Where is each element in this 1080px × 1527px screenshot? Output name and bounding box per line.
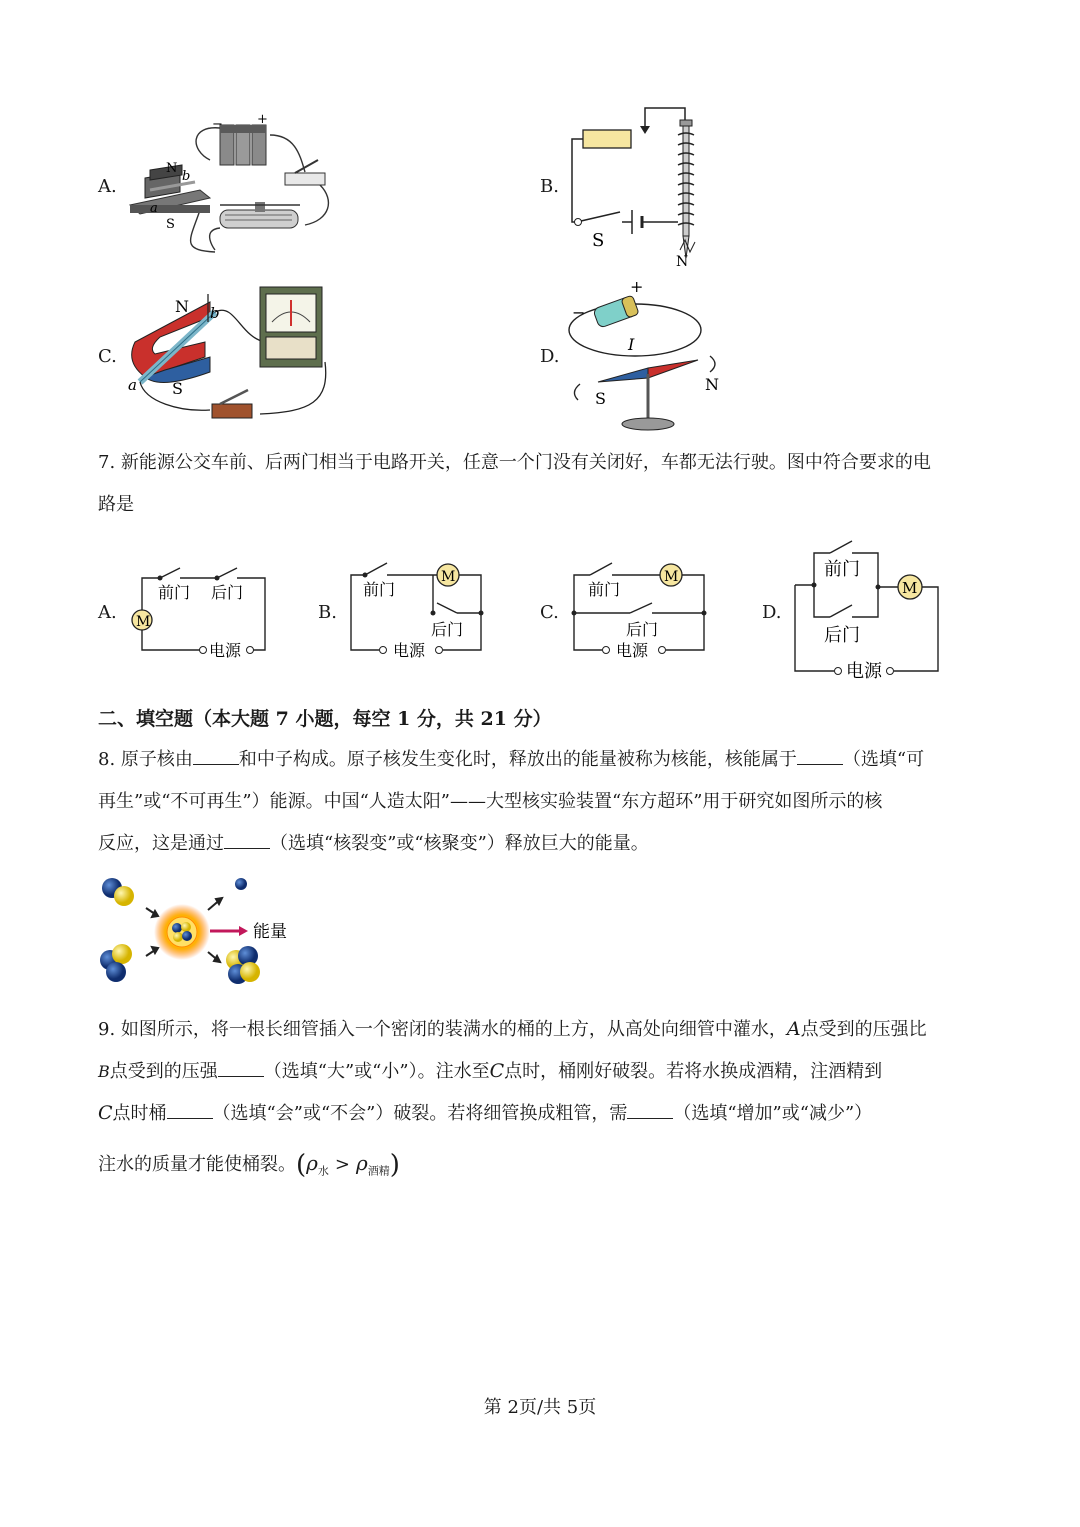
q7-option-d: D.: [762, 602, 782, 623]
q9-line-2: B点受到的压强 （选填“大”或“小”）。注水至C点时，桶刚好破裂。若将水换成酒精，注酒精到: [98, 1060, 883, 1082]
fig-d-n: N: [705, 375, 719, 394]
option-d-label: D.: [540, 346, 560, 367]
q7d-motor: M: [902, 579, 918, 597]
q7-circuit-c: [568, 555, 718, 665]
q7-line-2: 路是: [98, 494, 134, 515]
q7-option-a: A.: [98, 602, 117, 623]
fig-a-a: a: [150, 201, 158, 216]
fig-c-s: S: [172, 379, 183, 398]
fig-a-minus: −: [212, 117, 223, 132]
q7c-motor: M: [664, 569, 679, 585]
fig-b-n: N: [676, 254, 689, 270]
q7-circuit-b: [345, 555, 495, 665]
fig-d-i: I: [628, 335, 635, 354]
q7d-back: 后门: [824, 625, 860, 646]
fig-d-s: S: [595, 389, 606, 408]
q7a-front: 前门: [158, 583, 191, 602]
energy-label: 能量: [253, 922, 287, 942]
q7-circuit-a: [125, 560, 275, 665]
q7a-back: 后门: [211, 583, 244, 602]
q8-line-3: 反应，这是通过 （选填“核裂变”或“核聚变”）释放巨大的能量。: [98, 833, 649, 854]
q8-fusion-figure: [98, 870, 298, 1000]
q7b-power: 电源: [393, 641, 426, 660]
q7c-back: 后门: [626, 620, 659, 639]
fig-a-plus: +: [257, 112, 268, 127]
q6-figure-d: [560, 272, 740, 437]
q7c-front: 前门: [588, 580, 621, 599]
q8-blank-3[interactable]: [224, 834, 270, 849]
fig-a-n: N: [166, 161, 178, 176]
q9-blank-2[interactable]: [167, 1104, 213, 1119]
q7b-front: 前门: [363, 580, 396, 599]
section-title: 二、填空题（本大题 7 小题，每空 1 分，共 21 分）: [98, 708, 552, 730]
q9-line-4: 注水的质量才能使桶裂。$(\rho_水 > \rho_{酒精})$: [98, 1150, 400, 1180]
q8-line-2: 再生”或“不可再生”）能源。中国“人造太阳”——大型核实验装置“东方超环”用于研究如图所示的核: [98, 791, 883, 812]
fig-d-minus: −: [572, 303, 586, 322]
q7a-power: 电源: [209, 641, 242, 660]
q7d-front: 前门: [824, 559, 860, 580]
q6-figure-a: [120, 110, 350, 260]
q7a-motor: M: [136, 614, 151, 630]
q9-blank-3[interactable]: [627, 1104, 673, 1119]
q7c-power: 电源: [616, 641, 649, 660]
q9-line-3: C点时桶 （选填“会”或“不会”）破裂。若将细管换成粗管，需 （选填“增加”或“减少”）: [98, 1102, 873, 1124]
q7-line-1: 7. 新能源公交车前、后两门相当于电路开关，任意一个门没有关闭好，车都无法行驶。图中符合要求的电: [98, 452, 931, 473]
fig-d-plus: +: [630, 277, 644, 296]
q7-option-c: C.: [540, 602, 559, 623]
q7b-back: 后门: [431, 620, 464, 639]
page-footer: 第 2页/共 5页: [483, 1397, 597, 1418]
q7-option-b: B.: [318, 602, 337, 623]
q7d-power: 电源: [846, 661, 882, 682]
q7b-motor: M: [441, 569, 456, 585]
fig-b-s: S: [592, 230, 605, 251]
fig-a-s: S: [166, 217, 175, 232]
fig-c-n: N: [175, 297, 189, 316]
q7-circuit-d: [790, 535, 945, 680]
fig-c-b: b: [210, 304, 220, 322]
q8-blank-1[interactable]: [193, 750, 239, 765]
q6-figure-c: [120, 282, 340, 442]
fig-c-a: a: [128, 376, 137, 394]
option-b-label: B.: [540, 176, 559, 197]
q8-line-1: 8. 原子核由 和中子构成。原子核发生变化时，释放出的能量被称为核能，核能属于 （选填“可: [98, 749, 925, 770]
fig-a-b: b: [182, 169, 191, 184]
q9-line-1: 9. 如图所示，将一根长细管插入一个密闭的装满水的桶的上方，从高处向细管中灌水，A点受到的压强比: [98, 1018, 927, 1040]
q9-blank-1[interactable]: [218, 1062, 264, 1077]
q6-figure-b: [560, 100, 740, 270]
option-c-label: C.: [98, 346, 117, 367]
option-a-label: A.: [98, 176, 117, 197]
q8-blank-2[interactable]: [797, 750, 843, 765]
